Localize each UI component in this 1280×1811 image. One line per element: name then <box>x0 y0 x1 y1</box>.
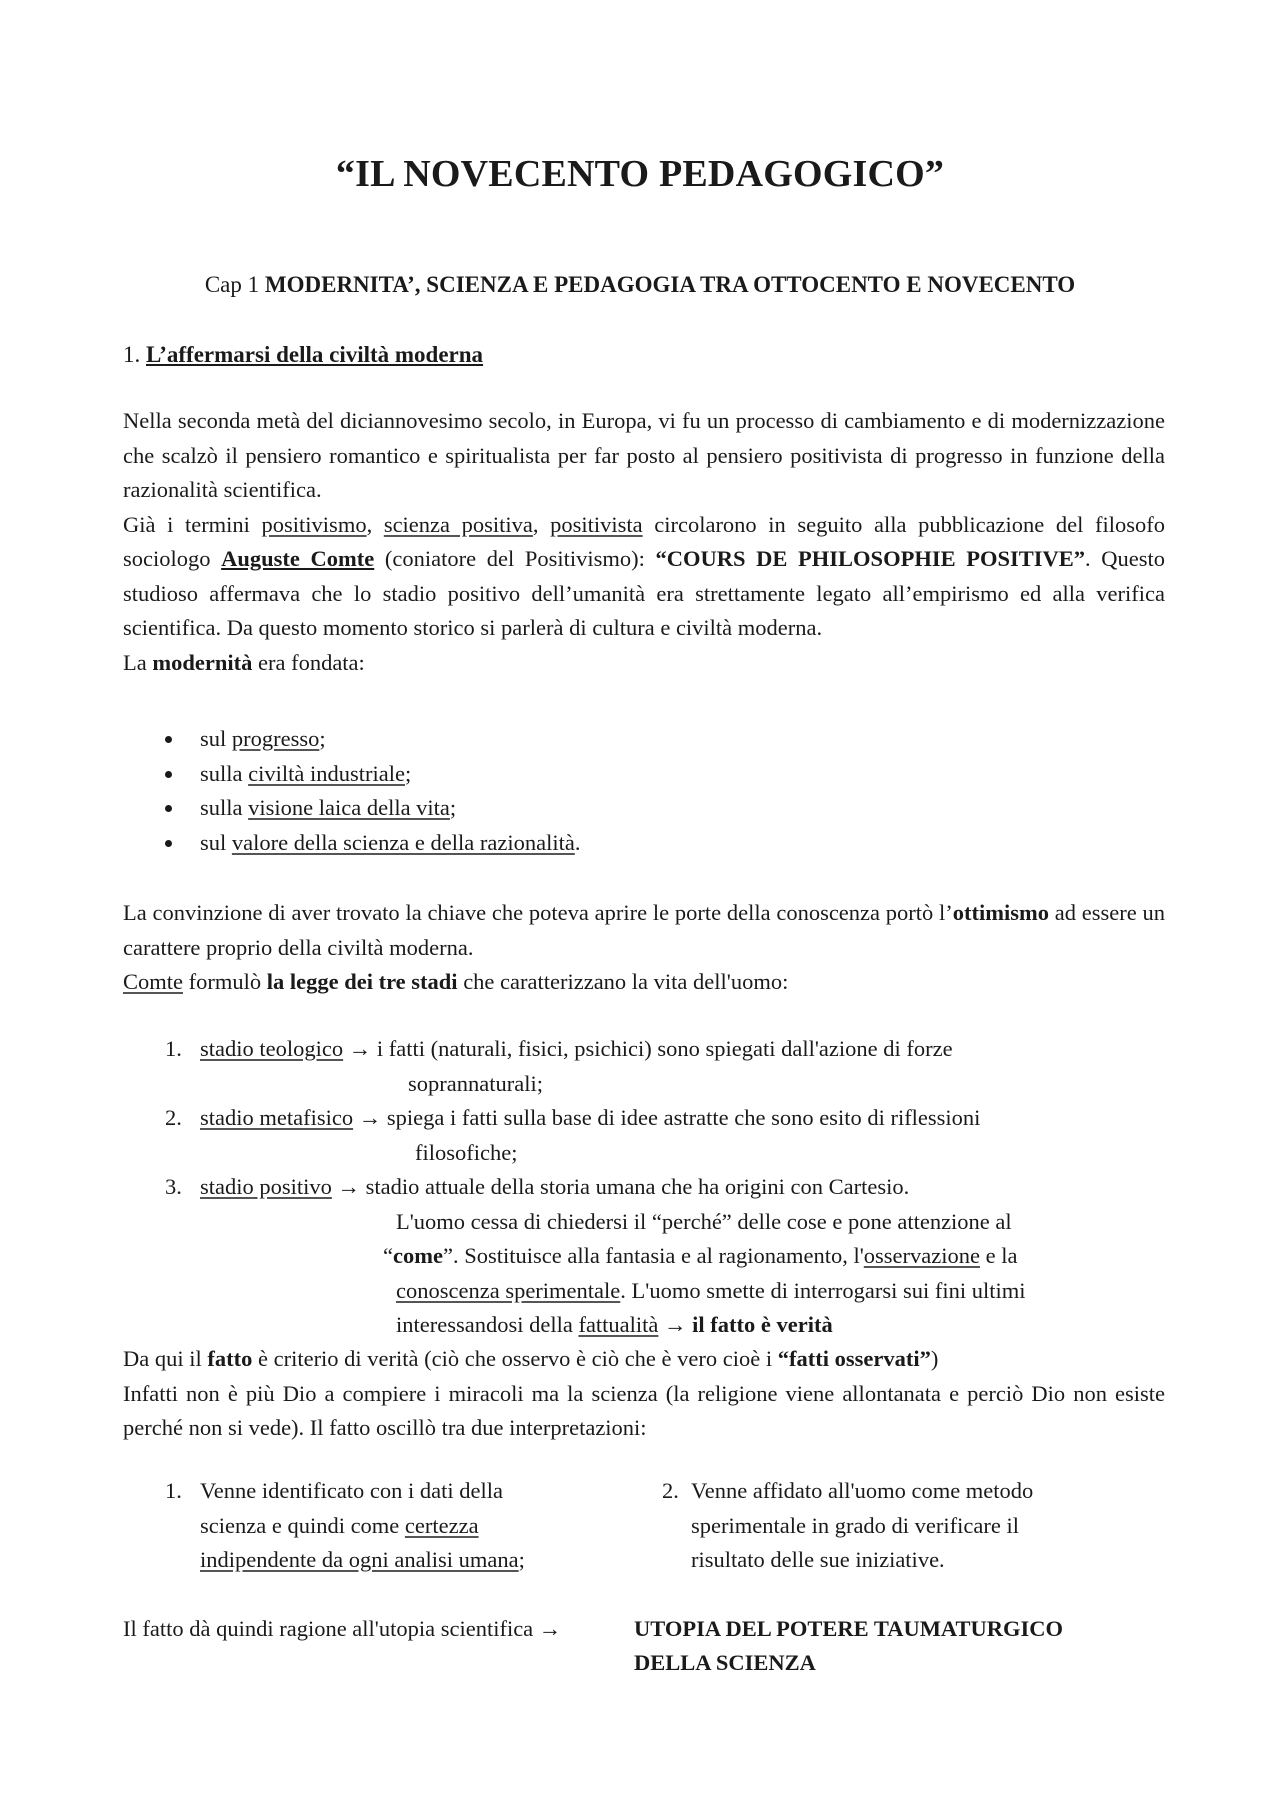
paragraph-4 <box>123 896 1165 1000</box>
work-title: “COURS DE PHILOSOPHIE POSITIVE” <box>655 546 1085 571</box>
text-run: sulla <box>200 760 249 786</box>
text-run: ; <box>404 760 412 786</box>
text-run: Già i termini <box>123 511 262 537</box>
text-run: è criterio di verità (ciò che osservo è ciò che è vero cioè i <box>252 1346 778 1371</box>
bullet-icon <box>165 771 172 778</box>
term-osservazione: osservazione <box>863 1243 980 1268</box>
interpretation-1 <box>200 1474 525 1578</box>
utopia-heading-line-1: UTOPIA DEL POTERE TAUMATURGICO <box>634 1616 1064 1641</box>
list-item-term: progresso <box>231 726 320 751</box>
list-item <box>165 757 580 792</box>
text-run: sul <box>200 726 232 751</box>
text-run: Il fatto dà quindi ragione all'utopia scientifica <box>123 1616 534 1641</box>
term-indipendente: indipendente da ogni analisi umana <box>200 1547 519 1572</box>
interpretation-1-line <box>200 1543 525 1578</box>
term-positivista: positivista <box>550 511 643 537</box>
section-heading <box>123 342 483 368</box>
text-run: . L'uomo smette di interrogarsi sui fini ultimi <box>620 1278 1026 1303</box>
page-title: “IL NOVECENTO PEDAGOGICO” <box>335 153 945 195</box>
interpretation-1-line: Venne identificato con i dati della <box>200 1478 504 1503</box>
text-run: formulò <box>183 969 267 994</box>
text-run: ; <box>449 795 457 820</box>
list-item <box>165 722 580 757</box>
paragraph-1-text: Nella seconda metà del diciannovesimo secolo, in Europa, vi fu un processo di cambiamento e di modernizzazione che scalzò il pensiero romantico e spiritualista per far posto al pensiero positivista di progresso in funzione della razionalità scientifica. <box>123 408 1165 502</box>
paragraph-7: Infatti non è più Dio a compiere i miracoli ma la scienza (la religione viene allontanata e perciò Dio non esiste perché non si vede). Il fatto oscillò tra due interpretazioni: <box>123 1380 1165 1440</box>
bullet-icon <box>165 736 172 743</box>
text-run: , <box>366 511 384 537</box>
interpretation-2-line: Venne affidato all'uomo come metodo <box>691 1478 1034 1503</box>
interpretation-2-line: risultato delle sue iniziative. <box>691 1547 945 1572</box>
stadio-2-text: spiega i fatti sulla base di idee astratte che sono esito di riflessioni <box>386 1105 981 1130</box>
text-run: . Questo studioso affermava che lo stadio positivo dell’umanità era strettamente legato all’empirismo ed alla verifica scientifica. Da questo momento storico si parlerà di cultura e civiltà moderna. <box>123 546 1166 640</box>
stadio-1 <box>200 1032 953 1067</box>
stadio-3-line-4 <box>396 1308 833 1343</box>
list-item <box>165 791 580 826</box>
paragraph-8 <box>123 1612 561 1647</box>
paragraph-6-text <box>123 1342 1165 1377</box>
stadio-3-number: 3. <box>165 1174 182 1199</box>
term-comte: Comte <box>123 969 183 994</box>
stadio-1-name: stadio teologico <box>200 1036 344 1061</box>
paragraph-1 <box>123 404 1165 680</box>
arrow-icon: → <box>343 1036 377 1061</box>
text-run: che caratterizzano la vita dell'uomo: <box>457 969 789 994</box>
stadio-2 <box>200 1101 980 1136</box>
term-legge-tre-stadi: la legge dei tre stadi <box>266 969 458 994</box>
stadio-3-name: stadio positivo <box>200 1174 332 1199</box>
stadio-2-name: stadio metafisico <box>200 1105 354 1130</box>
text-run: “ <box>383 1243 393 1268</box>
text-run: . <box>574 829 581 855</box>
term-fatto-verita: il fatto è verità <box>692 1312 833 1337</box>
list-item-term: visione laica della vita <box>248 795 450 820</box>
interpretation-2-line: sperimentale in grado di verificare il <box>691 1512 1019 1538</box>
arrow-icon: → <box>533 1616 562 1641</box>
term-certezza: certezza <box>404 1512 479 1538</box>
term-scienza-positiva: scienza positiva <box>383 511 533 537</box>
paragraph-2 <box>123 508 1165 646</box>
bullet-icon <box>165 840 172 847</box>
text-run: ; <box>319 726 326 751</box>
term-fatti-osservati: “fatti osservati” <box>777 1346 931 1371</box>
interpretation-2 <box>691 1474 1033 1578</box>
section-number: 1. <box>123 342 146 367</box>
stadio-1-continuation: soprannaturali; <box>408 1071 543 1096</box>
text-run: scienza e quindi come <box>200 1512 405 1538</box>
text-run: interessandosi della <box>396 1312 579 1337</box>
author-name: Auguste Comte <box>221 546 375 571</box>
text-run: , <box>532 511 551 537</box>
arrow-icon: → <box>353 1105 387 1130</box>
arrow-icon: → <box>331 1174 366 1199</box>
list-item-term: civiltà industriale <box>248 760 405 786</box>
text-run: (coniatore del Positivismo): <box>374 546 656 571</box>
term-positivismo: positivismo <box>261 511 367 537</box>
text-run: ; <box>518 1547 525 1572</box>
text-run: e la <box>979 1243 1018 1268</box>
text-run: La <box>123 649 153 675</box>
stadio-1-number: 1. <box>165 1036 182 1061</box>
paragraph-6 <box>123 1342 1165 1446</box>
term-fatto: fatto <box>207 1346 253 1371</box>
paragraph-5 <box>123 965 1165 1000</box>
list-item-term: valore della scienza e della razionalità <box>231 829 575 855</box>
bullet-list <box>165 722 580 860</box>
text-run: Da qui il <box>123 1346 208 1371</box>
stadio-2-continuation: filosofiche; <box>415 1140 518 1165</box>
interpretation-1-line <box>200 1509 525 1544</box>
interpretation-1-number: 1. <box>165 1478 182 1503</box>
stadio-3-text: stadio attuale della storia umana che ha origini con Cartesio. <box>365 1174 910 1199</box>
stadio-3-line-2 <box>383 1239 1017 1274</box>
term-come: come <box>393 1243 443 1268</box>
text-run: ad essere un carattere proprio della civiltà moderna. <box>123 900 1165 960</box>
term-ottimismo: ottimismo <box>952 900 1050 925</box>
text-run: era fondata: <box>252 649 365 675</box>
list-item <box>165 826 580 861</box>
text-run: ) <box>930 1346 939 1371</box>
chapter-prefix: Cap 1 <box>204 272 265 297</box>
text-run: sulla <box>200 795 249 820</box>
text-run: sul <box>200 829 232 855</box>
term-conoscenza-sperimentale: conoscenza sperimentale <box>396 1278 621 1303</box>
stadio-3-line-1: L'uomo cessa di chiedersi il “perché” delle cose e pone attenzione al <box>396 1209 1012 1234</box>
term-modernita: modernità <box>152 649 253 675</box>
text-run: La convinzione di aver trovato la chiave che poteva aprire le porte della conoscenza portò l’ <box>123 900 953 925</box>
stadio-3-line-3 <box>396 1274 1026 1309</box>
text-run: ”. Sostituisce alla fantasia e al ragionamento, l' <box>442 1243 864 1268</box>
bullet-icon <box>165 805 172 812</box>
stadio-3 <box>200 1170 909 1205</box>
section-title: L’affermarsi della civiltà moderna <box>146 342 484 367</box>
paragraph-4-text <box>123 896 1165 965</box>
paragraph-3 <box>123 646 1165 681</box>
chapter-heading <box>0 272 1280 298</box>
interpretation-2-number: 2. <box>662 1478 679 1503</box>
text-run: circolarono in seguito alla pubblicazione del filosofo sociologo <box>123 511 1165 571</box>
stadio-2-number: 2. <box>165 1105 182 1130</box>
term-fattualita: fattualità <box>578 1312 659 1337</box>
arrow-icon: → <box>658 1312 693 1337</box>
utopia-heading-line-2: DELLA SCIENZA <box>634 1650 816 1675</box>
chapter-title: MODERNITA’, SCIENZA E PEDAGOGIA TRA OTTOCENTO E NOVECENTO <box>264 272 1076 297</box>
stadio-1-text: i fatti (naturali, fisici, psichici) sono spiegati dall'azione di forze <box>376 1036 953 1061</box>
